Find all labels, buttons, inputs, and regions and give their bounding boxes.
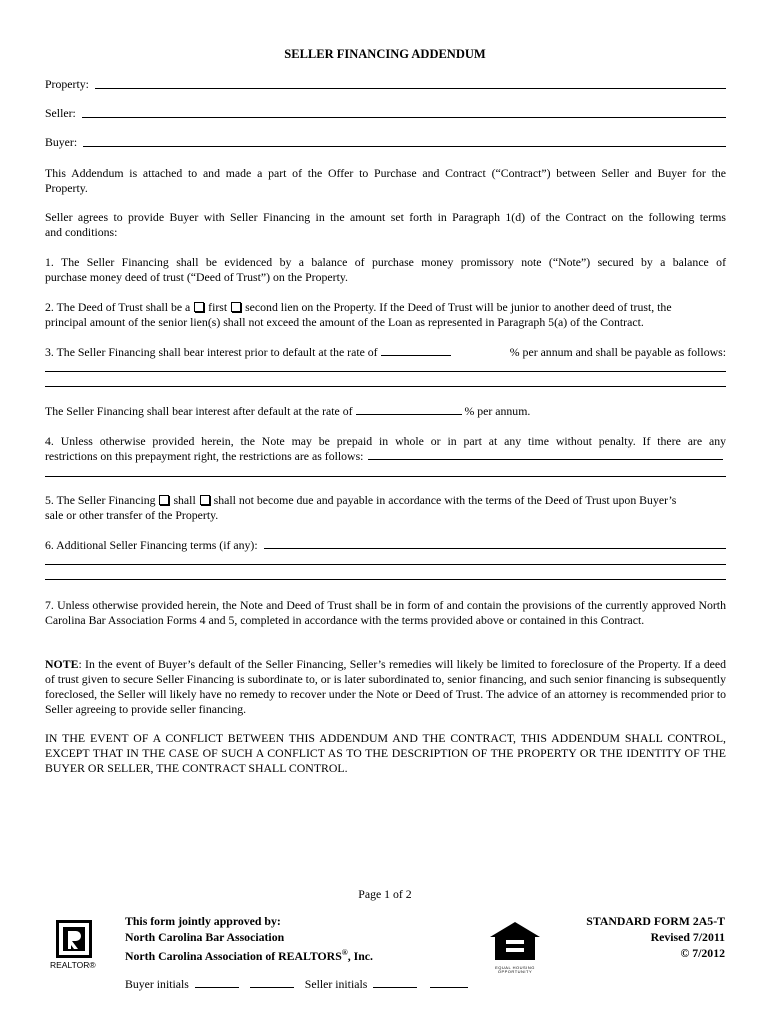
- note-paragraph: NOTE: In the event of Buyer’s default of the Seller Financing, Seller’s remedies will likely be limited to foreclosure of the Property. If a deed of trust given to secure Seller Financing is subordinate to, or is later subordinated to, senior financing, and such senior financing is subsequently foreclosed, the Seller will likely have no remedy to recover under the Note or Deed of Trust. The advice of an attorney is recommended prior to Seller agreeing to provide seller financing.: [45, 657, 726, 716]
- document-title: SELLER FINANCING ADDENDUM: [284, 47, 486, 61]
- paragraph-7: 7. Unless otherwise provided herein, the Note and Deed of Trust shall be in form of and contain the provisions of the currently approved North Carolina Bar Association Forms 4 and 5, completed in accordance with the terms provided above or contained in this Contract.: [45, 598, 726, 627]
- prepayment-restrictions-blank[interactable]: [368, 449, 723, 460]
- default-rate-blank[interactable]: [356, 404, 462, 415]
- intro-paragraph: This Addendum is attached to and made a part of the Offer to Purchase and Contract (“Contract”) between Seller and Buyer for the: [45, 166, 726, 180]
- realtor-logo: [50, 918, 96, 974]
- buyer-initials-1[interactable]: [195, 977, 239, 988]
- shall-checkbox[interactable]: [159, 495, 169, 505]
- page-number: Page 1 of 2: [358, 887, 412, 901]
- default-interest-line: The Seller Financing shall bear interest after default at the rate of % per annum.: [45, 404, 531, 418]
- second-lien-checkbox[interactable]: [231, 302, 241, 312]
- payment-terms-line-2[interactable]: [45, 386, 726, 387]
- conflict-paragraph: IN THE EVENT OF A CONFLICT BETWEEN THIS ADDENDUM AND THE CONTRACT, THIS ADDENDUM SHALL CONTROL, EXCEPT THAT IN THE CASE OF SUCH A CONFLICT AS TO THE DESCRIPTION OF THE PROPERTY OR THE IDENTITY OF THE BUYER OR SELLER, THE CONTRACT SHALL CONTROL.: [45, 731, 726, 775]
- agreement-paragraph-end: and conditions:: [45, 225, 118, 239]
- paragraph-5-end: sale or other transfer of the Property.: [45, 508, 219, 522]
- paragraph-1: 1. The Seller Financing shall be evidenced by a balance of purchase money promissory note (“Note”) secured by a balance of: [45, 255, 726, 269]
- additional-terms-line-1[interactable]: [45, 564, 726, 565]
- intro-paragraph-end: Property.: [45, 181, 88, 195]
- paragraph-4: 4. Unless otherwise provided herein, the Note may be prepaid in whole or in part at any time without penalty. If there are any: [45, 434, 726, 448]
- seller-initials-1[interactable]: [373, 977, 417, 988]
- additional-terms-line-2[interactable]: [45, 579, 726, 580]
- buyer-label: Buyer:: [45, 135, 78, 149]
- realtors-association: North Carolina Association of REALTORS®, Inc.: [125, 948, 373, 963]
- seller-initials-2[interactable]: [430, 977, 468, 988]
- first-lien-checkbox[interactable]: [194, 302, 204, 312]
- bar-association: North Carolina Bar Association: [125, 930, 285, 944]
- agreement-paragraph: Seller agrees to provide Buyer with Seller Financing in the amount set forth in Paragraph 1(d) of the Contract on the following terms: [45, 210, 726, 224]
- approval-block: [125, 913, 373, 964]
- equal-housing-text: EQUAL HOUSING OPPORTUNITY: [495, 965, 535, 974]
- property-label: Property:: [45, 77, 89, 91]
- revision-date: Revised 7/2011: [650, 930, 725, 944]
- shall-not-checkbox[interactable]: [200, 495, 210, 505]
- paragraph-3: 3. The Seller Financing shall bear interest prior to default at the rate of % per annum and shall be payable as follows:: [45, 345, 726, 359]
- interest-rate-blank[interactable]: [381, 345, 451, 356]
- initials-row: Buyer initials Seller initials: [125, 976, 468, 992]
- buyer-field[interactable]: [45, 135, 726, 150]
- seller-label: Seller:: [45, 106, 76, 120]
- buyer-initials-2[interactable]: [250, 977, 294, 988]
- paragraph-4-end: restrictions on this prepayment right, the restrictions are as follows:: [45, 449, 726, 464]
- payment-terms-line-1[interactable]: [45, 371, 726, 372]
- form-info: [520, 913, 725, 961]
- additional-terms-blank[interactable]: [264, 538, 726, 549]
- paragraph-5: 5. The Seller Financing shall shall not become due and payable in accordance with the terms of the Deed of Trust upon Buyer’s: [45, 493, 677, 507]
- property-line[interactable]: [95, 87, 726, 89]
- paragraph-2-end: principal amount of the senior lien(s) shall not exceed the amount of the Loan as represented in Paragraph 5(a) of the Contract.: [45, 315, 644, 329]
- paragraph-6: 6. Additional Seller Financing terms (if any):: [45, 538, 726, 553]
- seller-field[interactable]: [45, 106, 726, 121]
- buyer-line[interactable]: [83, 145, 726, 147]
- approval-line: This form jointly approved by:: [125, 914, 281, 928]
- form-number: STANDARD FORM 2A5-T: [586, 914, 725, 928]
- copyright: © 7/2012: [680, 946, 725, 960]
- paragraph-2: 2. The Deed of Trust shall be a first second lien on the Property. If the Deed of Trust will be junior to another deed of trust, the: [45, 300, 672, 314]
- seller-line[interactable]: [82, 116, 726, 118]
- prepayment-restrictions-line[interactable]: [45, 476, 726, 477]
- property-field[interactable]: [45, 77, 726, 92]
- realtor-logo-text: REALTOR®: [50, 960, 96, 970]
- paragraph-1-end: purchase money deed of trust (“Deed of Trust”) on the Property.: [45, 270, 348, 284]
